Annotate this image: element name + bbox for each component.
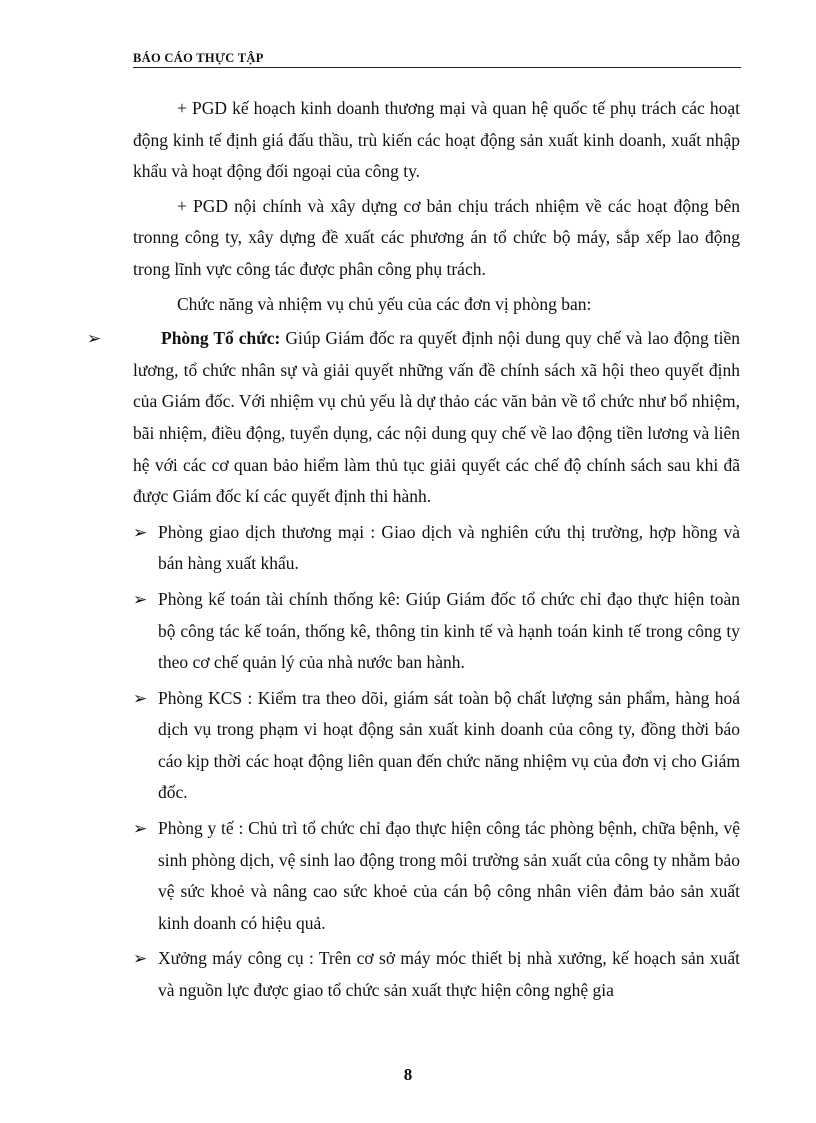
bullet-organization-text: Giúp Giám đốc ra quyết định nội dung quy chế và lao động tiền lương, tổ chức nhân sự và giải quyết những vấn đề chính sách xã hội theo quyết định của Giám đốc. Với nhiệm vụ chủ yếu là dự thảo các văn bản về tổ chức như bổ nhiệm, bãi nhiệm, điều động, tuyển dụng, các nội dung quy chế về lao động tiền lương và liên hệ với các cơ quan bảo hiểm làm thủ tục giải quyết các chế độ chính sách sau khi đã được Giám đốc kí các quyết định thi hành.: [133, 328, 740, 507]
bullet-machine-workshop: [133, 943, 740, 1006]
bullet-accounting-text: Phòng kế toán tài chính thống kê: Giúp Giám đốc tổ chức chỉ đạo thực hiện toàn bộ công tác kế toán, thống kê, thông tin kinh tế và hạnh toán kinh tế trong công ty theo cơ chế quản lý của nhà nước ban hành.: [158, 588, 740, 673]
paragraph-pgd-business: + PGD kế hoạch kinh doanh thương mại và quan hệ quốc tế phụ trách các hoạt động kinh tế định giá đấu thầu, trù kiến các hoạt động sản xuất kinh doanh, xuất nhập khẩu và hoạt động đối ngoại của công ty.: [133, 98, 740, 182]
paragraph-functions-intro: Chức năng và nhiệm vụ chủ yếu của các đơn vị phòng ban:: [177, 293, 592, 314]
bullet-kcs-text: Phòng KCS : Kiểm tra theo dõi, giám sát toàn bộ chất lượng sản phẩm, hàng hoá dịch vụ trong phạm vi hoạt động sản xuất kinh doanh của công ty, đồng thời báo cáo kịp thời các hoạt động liên quan đến chức năng nhiệm vụ của đơn vị cho Giám đốc.: [158, 687, 740, 803]
arrow-bullet-icon: ➢: [133, 688, 148, 708]
paragraph-pgd-internal: + PGD nội chính và xây dựng cơ bản chịu trách nhiệm về các hoạt động bên tronng công ty, xây dựng đề xuất các phương án tổ chức bộ máy, sắp xếp lao động trong lĩnh vực công tác được phân công phụ trách.: [133, 195, 740, 279]
bullet-accounting-dept: [133, 584, 740, 679]
arrow-bullet-icon: ➢: [133, 949, 148, 969]
page-number: 8: [403, 1065, 413, 1084]
arrow-bullet-icon: ➢: [133, 589, 148, 609]
header-title: BÁO CÁO THỰC TẬP: [133, 51, 264, 65]
arrow-bullet-icon: ➢: [133, 819, 148, 839]
bullet-trade-text: Phòng giao dịch thương mại : Giao dịch và nghiên cứu thị trường, hợp hồng và bán hàng xuất khẩu.: [158, 521, 740, 574]
bullet-kcs-dept: [133, 683, 740, 809]
arrow-bullet-icon: ➢: [133, 522, 148, 542]
bullet-trade-dept: [133, 517, 740, 580]
bullet-organization-title: Phòng Tổ chức:: [161, 328, 281, 349]
page-header: [133, 49, 741, 68]
bullet-machine-text: Xưởng máy công cụ : Trên cơ sở máy móc thiết bị nhà xưởng, kế hoạch sản xuất và nguồn lực được giao tổ chức sản xuất thực hiện công nghệ gia: [158, 948, 740, 1001]
arrow-bullet-icon: ➢: [87, 329, 102, 349]
bullet-organization-dept: [87, 323, 740, 513]
bullet-medical-dept: [133, 813, 740, 939]
document-body: [87, 93, 740, 1007]
bullet-medical-text: Phòng y tế : Chủ trì tổ chức chỉ đạo thực hiện công tác phòng bệnh, chữa bệnh, vệ sinh phòng dịch, vệ sinh lao động trong môi trường sản xuất của công ty nhằm bảo vệ sức khoẻ và nâng cao sức khoẻ của cán bộ công nhân viên đảm bảo sản xuất kinh doanh có hiệu quả.: [158, 818, 740, 933]
